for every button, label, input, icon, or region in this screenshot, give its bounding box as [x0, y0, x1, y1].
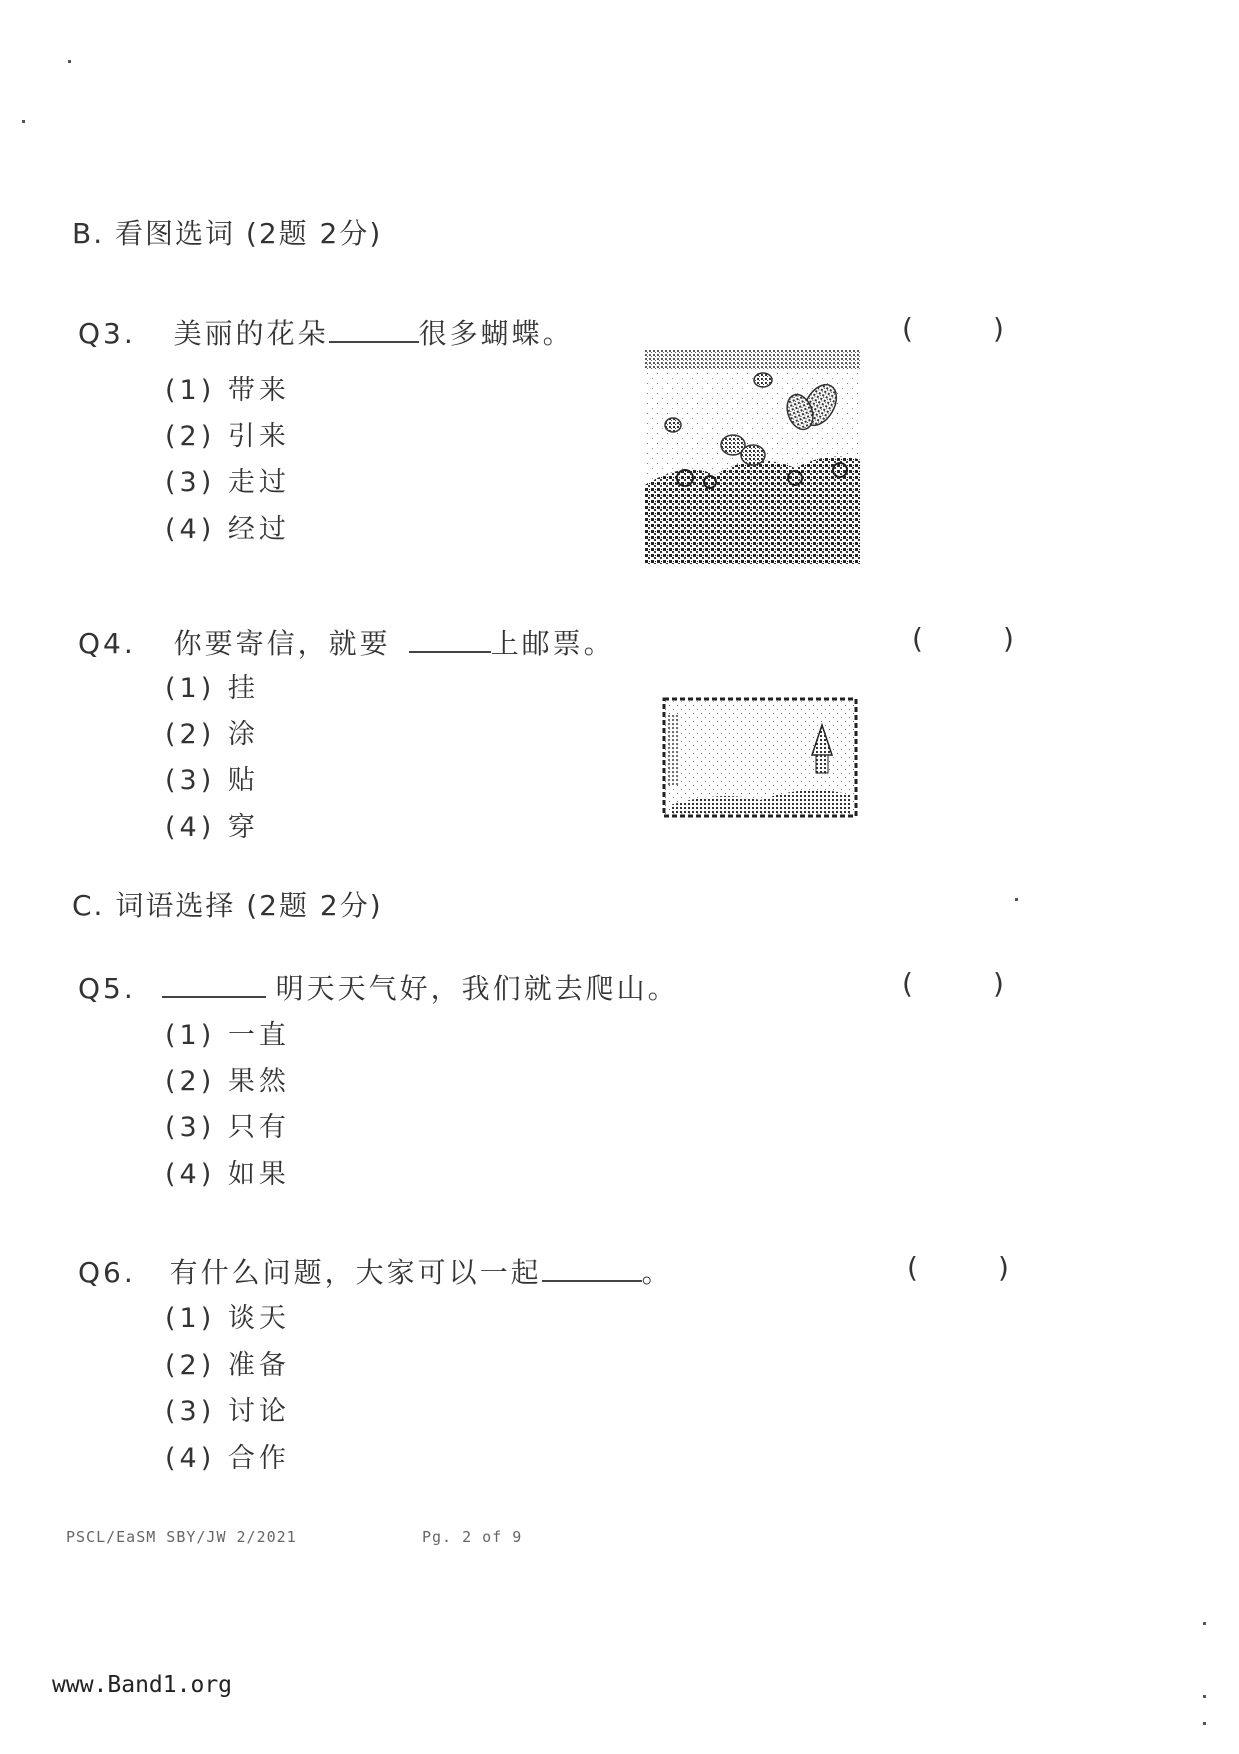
answer-paren-open: (	[902, 312, 913, 345]
scan-speck	[1203, 1695, 1206, 1698]
question-q4	[78, 622, 615, 662]
q3-option-2[interactable]: (2) 引来	[165, 421, 290, 452]
question-text-after: 。	[641, 1256, 673, 1289]
answer-box-q3[interactable]	[902, 312, 1004, 345]
answer-blank	[409, 650, 491, 653]
q6-option-3[interactable]: (3) 讨论	[165, 1396, 290, 1427]
footer-reference: PSCL/EaSM SBY/JW 2/2021	[66, 1528, 297, 1546]
question-q3	[78, 312, 574, 352]
q5-option-2[interactable]: (2) 果然	[165, 1066, 290, 1097]
q3-option-4[interactable]: (4) 经过	[165, 514, 290, 545]
flowers-butterflies-image	[645, 350, 861, 564]
q6-option-4[interactable]: (4) 合作	[165, 1443, 290, 1474]
question-number: Q4.	[78, 627, 136, 660]
question-q6	[78, 1251, 673, 1291]
section-b-title: B. 看图选词 (2题 2分)	[72, 217, 383, 250]
question-text-after: 明天天气好，我们就去爬山。	[275, 972, 679, 1005]
footer-page-number: Pg. 2 of 9	[422, 1528, 523, 1546]
answer-paren-close: )	[992, 312, 1004, 345]
scan-speck	[68, 60, 71, 63]
question-q5	[78, 967, 679, 1007]
scan-speck	[22, 120, 25, 123]
answer-paren-open: (	[907, 1251, 918, 1284]
q4-option-4[interactable]: (4) 穿	[165, 812, 259, 843]
question-number: Q6.	[78, 1256, 136, 1289]
stamp-image	[660, 695, 860, 820]
answer-paren-close: )	[997, 1251, 1009, 1284]
q4-option-2[interactable]: (2) 涂	[165, 719, 259, 750]
q3-option-3[interactable]: (3) 走过	[165, 467, 290, 498]
answer-box-q4[interactable]	[912, 622, 1014, 655]
answer-blank	[542, 1279, 642, 1282]
answer-paren-close: )	[992, 967, 1004, 1000]
answer-box-q6[interactable]	[907, 1251, 1009, 1284]
question-number: Q3.	[78, 317, 136, 350]
q4-option-3[interactable]: (3) 贴	[165, 765, 259, 796]
answer-box-q5[interactable]	[902, 967, 1004, 1000]
scan-speck	[1203, 1722, 1206, 1725]
question-text-before: 你要寄信，就要	[173, 627, 391, 660]
q5-option-1[interactable]: (1) 一直	[165, 1020, 290, 1051]
q6-option-2[interactable]: (2) 准备	[165, 1350, 290, 1381]
scan-speck	[1015, 898, 1018, 901]
question-text-after: 很多蝴蝶。	[418, 317, 574, 350]
q4-option-1[interactable]: (1) 挂	[165, 673, 259, 704]
answer-blank	[162, 995, 266, 998]
question-number: Q5.	[78, 972, 136, 1005]
scan-speck	[1203, 1622, 1206, 1625]
q3-option-1[interactable]: (1) 带来	[165, 375, 290, 406]
answer-paren-close: )	[1002, 622, 1014, 655]
answer-paren-open: (	[902, 967, 913, 1000]
question-text-before: 有什么问题，大家可以一起	[169, 1256, 542, 1289]
answer-blank	[329, 340, 419, 343]
q5-option-3[interactable]: (3) 只有	[165, 1112, 290, 1143]
section-c-title: C. 词语选择 (2题 2分)	[72, 889, 383, 922]
question-text-after: 上邮票。	[490, 627, 615, 660]
q5-option-4[interactable]: (4) 如果	[165, 1159, 290, 1190]
answer-paren-open: (	[912, 622, 923, 655]
site-watermark: www.Band1.org	[52, 1672, 233, 1698]
question-text-before: 美丽的花朵	[173, 317, 329, 350]
q6-option-1[interactable]: (1) 谈天	[165, 1303, 290, 1334]
